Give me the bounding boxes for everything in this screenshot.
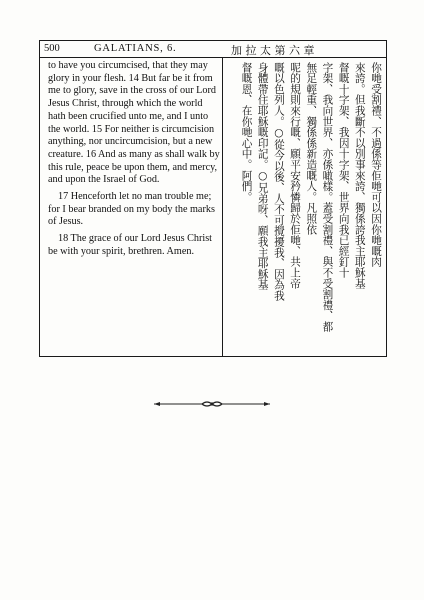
column-divider xyxy=(222,57,223,357)
running-head: GALATIANS, 6. xyxy=(94,43,177,54)
chinese-line: 身體帶住耶穌嘅印記。○兄弟呀、願我主耶穌基 xyxy=(256,62,269,291)
chinese-text-column xyxy=(224,62,384,354)
verse-paragraph-18: 18 The grace of our Lord Jesus Christ be with your spirit, brethren. Amen. xyxy=(48,233,213,257)
chinese-running-head: 加拉太第六章 xyxy=(231,44,318,57)
tailpiece-ornament xyxy=(152,399,272,409)
verse-paragraph-17: 17 Henceforth let no man trouble me; for I bear branded on my body the marks of Jesus. xyxy=(48,191,215,228)
chinese-line: 字架、我向世界、亦係噉樣。蓋受割禮、與不受割禮、都 xyxy=(321,62,334,332)
chinese-line: 你哋受割禮、不過係等佢哋可以因你哋嘅肉 xyxy=(370,62,382,268)
chinese-line: 嘅以色列人。○從今以後、人不可攪擾我、因為我 xyxy=(272,62,285,301)
chinese-line: 督嘅恩、在你哋心中。阿們。 xyxy=(240,62,253,203)
verse-paragraph-14-16: to have you circumcised, that they may glory in your flesh. 14 But far be it from me to glory, save in the cross of our Lord Jesus Christ, through which the world hath been crucified unto me, and I unto the world. 15 For neither is circumcision anything, nor uncircumcision, but a new creature. 16 And as many as shall walk by this rule, peace be upon them, and mercy, and upon the Israel of God. xyxy=(48,60,220,186)
chinese-line: 無足輕重、獨係係新造嘅人。凡照依 xyxy=(305,62,318,235)
page-number: 500 xyxy=(44,43,60,54)
chinese-line: 呢的規則來行嘅、願平安矜憐歸於佢哋、共上帝 xyxy=(289,62,302,289)
header-rule xyxy=(39,57,387,58)
english-text-column xyxy=(48,60,220,259)
chinese-line: 來誇。但我斷不以別事來誇、獨係誇我主耶穌基 xyxy=(353,62,366,289)
chinese-line: 督嘅十字架、我因十字架、世界向我已經釘十 xyxy=(337,62,350,278)
